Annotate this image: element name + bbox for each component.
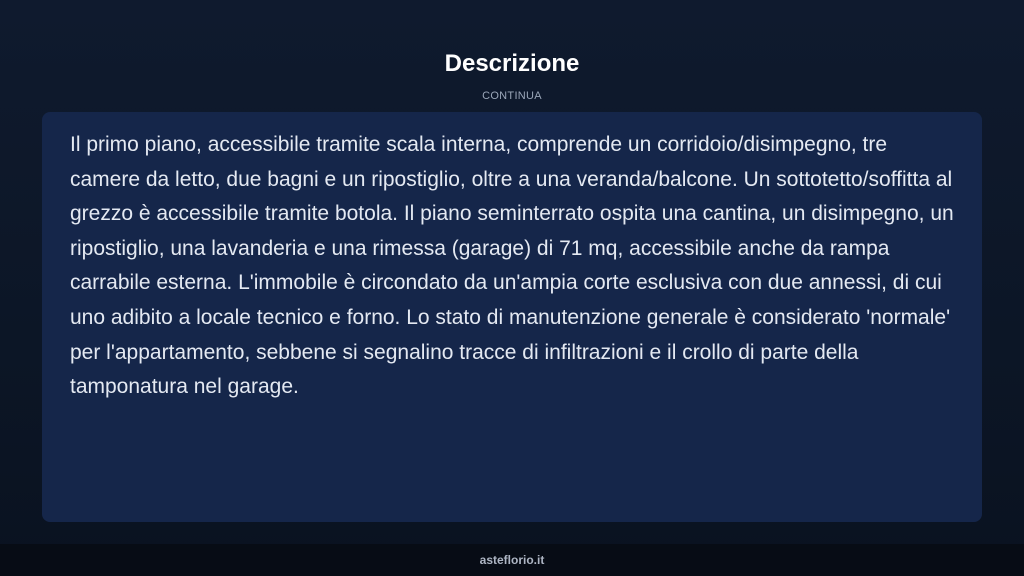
description-text: Il primo piano, accessibile tramite scala interna, comprende un corridoio/disimpegno, tre camere da letto, due bagni e un ripostiglio, oltre a una veranda/balcone. Un sottotetto/soffitta al grezzo è accessibile tramite botola. Il piano seminterrato ospita una cantina, un disimpegno, un ripostiglio, una lavanderia e una rimessa (garage) di 71 mq, accessibile anche da rampa carrabile esterna. L'immobile è circondato da un'ampia corte esclusiva con due annessi, di cui uno adibito a locale tecnico e forno. Lo stato di manutenzione generale è considerato 'normale' per l'appartamento, sebbene si segnalino tracce di infiltrazioni e il crollo di parte della tamponatura nel garage. [70, 133, 954, 399]
description-card [42, 112, 982, 522]
footer-site-label: asteflorio.it [479, 553, 545, 567]
page-title: Descrizione [444, 50, 580, 77]
page-subtitle: CONTINUA [482, 90, 542, 102]
footer [0, 544, 1024, 576]
